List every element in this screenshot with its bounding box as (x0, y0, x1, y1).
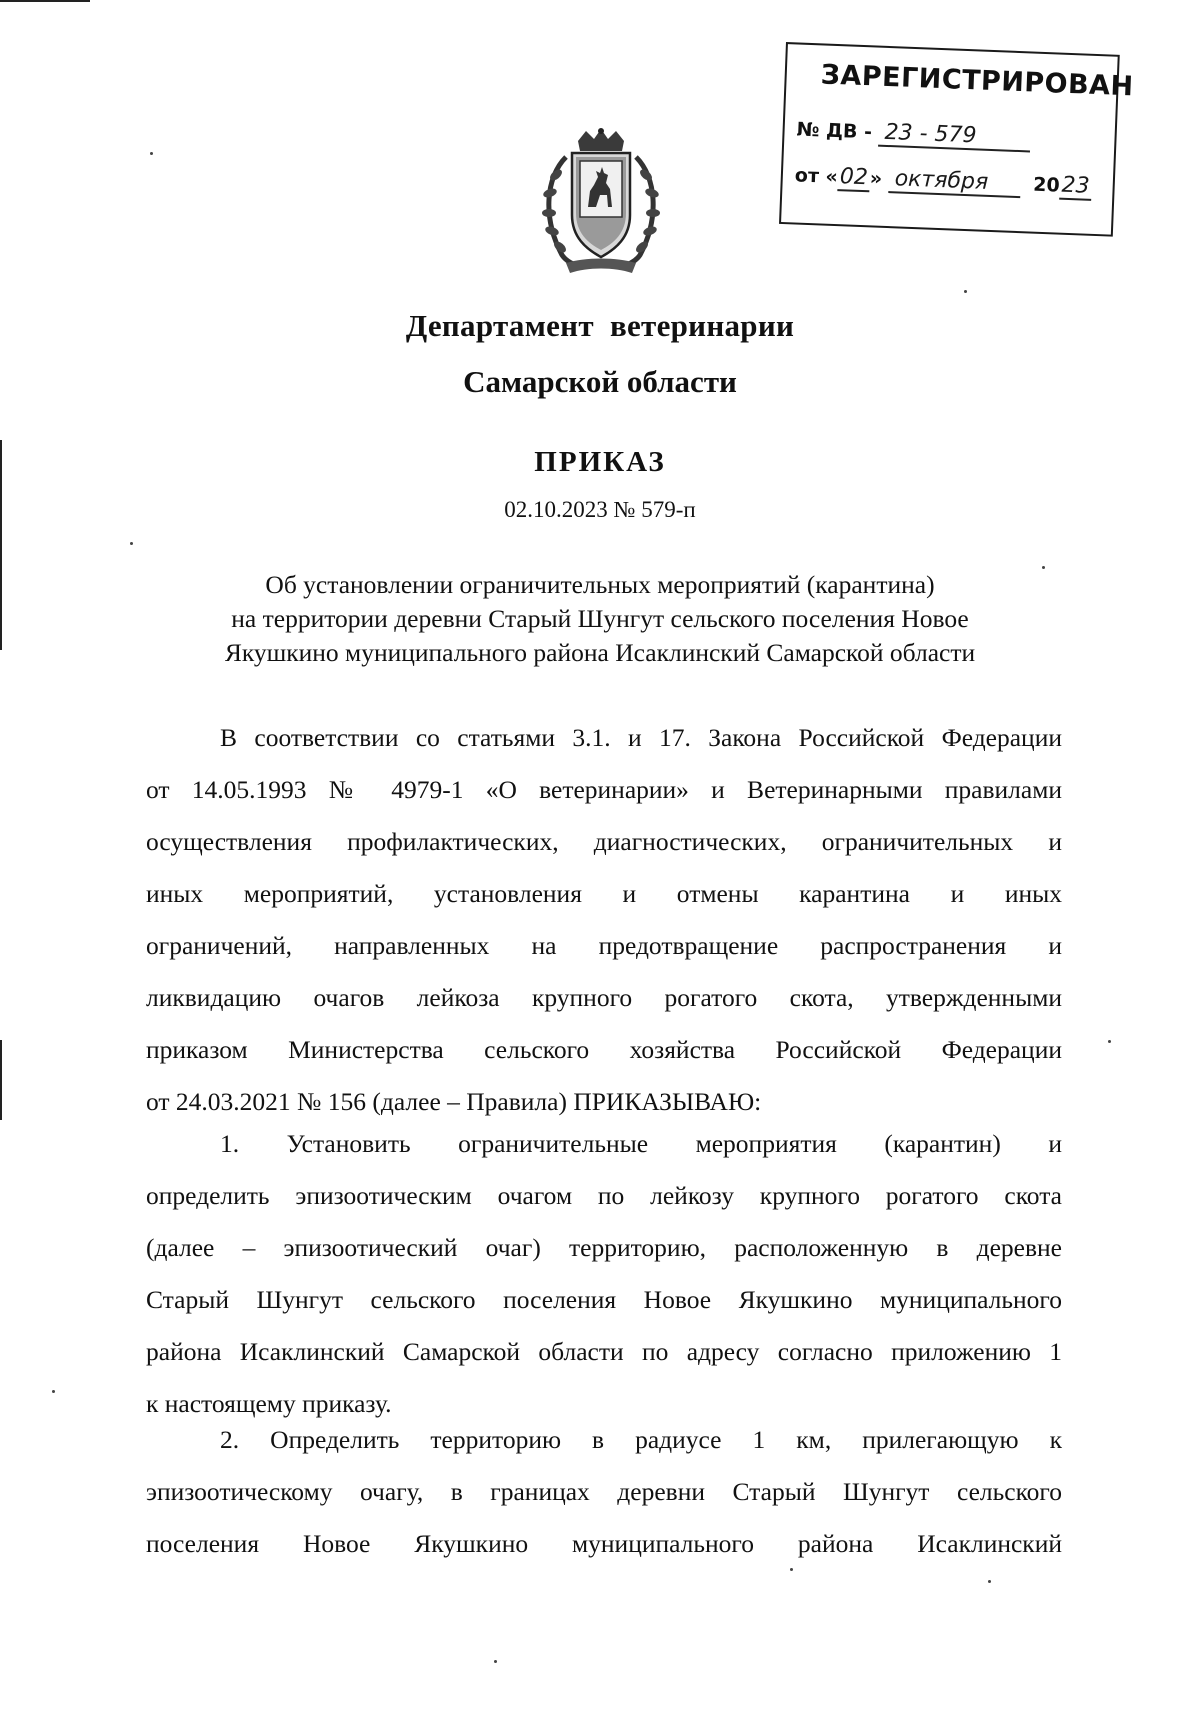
scan-edge-left-2 (0, 1040, 2, 1120)
body-paragraph-3 (146, 1414, 1062, 1570)
stamp-date-day: 02 (837, 164, 870, 192)
org-name-line2: Самарской области (463, 364, 737, 399)
body-line: В соответствии со статьями 3.1. и 17. Закона Российской Федерации (220, 723, 1062, 752)
body-line: Старый Шунгут сельского поселения Новое Якушкино муниципального (146, 1285, 1062, 1314)
body-paragraph-2 (146, 1118, 1062, 1430)
subject-line: Якушкино муниципального района Исаклинский Самарской области (224, 638, 976, 667)
stamp-date-month: октября (888, 166, 1021, 198)
body-line: от 14.05.1993 № 4979-1 «О ветеринарии» и Ветеринарными правилами (146, 775, 1062, 804)
body-line: поселения Новое Якушкино муниципального района Исаклинский (146, 1529, 1062, 1558)
stamp-date-prefix: от « (794, 164, 839, 189)
org-name-line1: Департамент ветеринарии (405, 308, 795, 343)
stamp-number-prefix: № ДВ - (796, 118, 873, 144)
stamp-number-value: 23 - 579 (878, 120, 1031, 153)
stamp-date-year-prefix: 20 (1032, 173, 1061, 197)
body-line: ликвидацию очагов лейкоза крупного рогатого скота, утвержденными (146, 983, 1062, 1012)
body-line: (далее – эпизоотический очаг) территорию, расположенную в деревне (146, 1233, 1062, 1262)
scan-speck (790, 1568, 793, 1571)
document-number: 02.10.2023 № 579-п (504, 497, 696, 522)
scan-speck (988, 1580, 991, 1583)
body-paragraph-1 (146, 712, 1062, 1128)
scan-speck (494, 1660, 497, 1663)
registration-stamp (779, 42, 1135, 237)
body-line: 1. Установить ограничительные мероприятия (карантин) и (220, 1129, 1062, 1158)
scan-speck (1108, 1040, 1111, 1043)
stamp-date-year-suffix: 23 (1059, 173, 1092, 201)
body-line: от 24.03.2021 № 156 (далее – Правила) ПРИКАЗЫВАЮ: (146, 1087, 762, 1116)
body-line: эпизоотическому очагу, в границах деревни Старый Шунгут сельского (146, 1477, 1062, 1506)
document-subject (140, 568, 1060, 670)
body-line: приказом Министерства сельского хозяйства Российской Федерации (146, 1035, 1062, 1064)
body-line: 2. Определить территорию в радиусе 1 км, прилегающую к (220, 1425, 1062, 1454)
samara-coat-of-arms-icon (536, 127, 666, 277)
body-line: района Исаклинский Самарской области по адресу согласно приложению 1 (146, 1337, 1062, 1366)
document-type: ПРИКАЗ (534, 446, 666, 478)
subject-line: на территории деревни Старый Шунгут сельского поселения Новое (231, 604, 969, 633)
scan-speck (130, 542, 133, 545)
body-line: иных мероприятий, установления и отмены карантина и иных (146, 879, 1062, 908)
subject-line: Об установлении ограничительных мероприятий (карантина) (265, 570, 935, 599)
body-line: к настоящему приказу. (146, 1389, 392, 1418)
stamp-number-row (796, 116, 1031, 152)
scan-speck (52, 1390, 55, 1393)
body-line: осуществления профилактических, диагностических, ограничительных и (146, 827, 1062, 856)
scan-speck (964, 290, 967, 293)
body-line: определить эпизоотическим очагом по лейкозу крупного рогатого скота (146, 1181, 1062, 1210)
stamp-title: ЗАРЕГИСТРИРОВАН (820, 59, 1135, 103)
scan-speck (1042, 566, 1045, 569)
scan-speck (150, 152, 153, 155)
stamp-date-row (794, 162, 1092, 200)
stamp-date-mid: » (869, 167, 883, 190)
scan-edge-top (0, 0, 90, 2)
body-line: ограничений, направленных на предотвращение распространения и (146, 931, 1062, 960)
